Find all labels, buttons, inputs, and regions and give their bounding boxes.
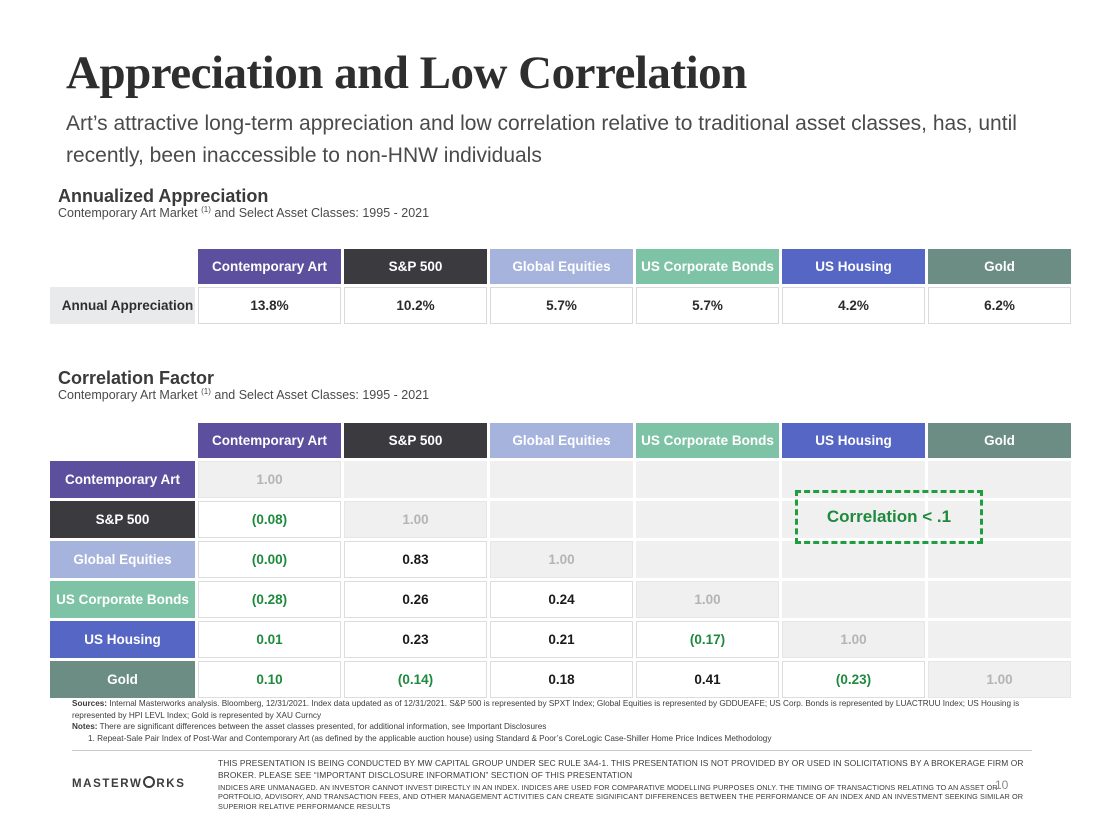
page-subtitle: Art’s attractive long-term appreciation and low correlation relative to traditional asset classes, has, until recently, been inaccessible to non-HNW individuals xyxy=(66,112,1017,167)
corr-header-us-housing: US Housing xyxy=(782,423,925,458)
corr-header-contemporary-art: Contemporary Art xyxy=(198,423,341,458)
corr-row-label-sp500: S&P 500 xyxy=(50,501,195,538)
corr-cell-us-housing-us-housing: 1.00 xyxy=(782,621,925,658)
appr-value-contemporary-art: 13.8% xyxy=(198,287,341,324)
corr-cell-gold-gold: 1.00 xyxy=(928,661,1071,698)
corr-row-label-global-equities: Global Equities xyxy=(50,541,195,578)
disclaimer-small: INDICES ARE UNMANAGED. AN INVESTOR CANNOT INVEST DIRECTLY IN AN INDEX. INDICES ARE USED FOR COMPARATIVE MODELLING PURPOSES ONLY. THE TIMING OF TRANSACTIONS RELATING TO AN ASSET OR PORTFOLIO, ADVISORY, AND TRANSACTION FEES, AND OTHER MANAGEMENT ACTIVITIES CAN CREATE SIGNIFICANT DIFFERENCES BETWEEN THE PERFORMANCE OF AN INDEX AND AN INVESTMENT SEEKING SIMILAR OR SUPERIOR RELATIVE PERFORMANCE RESULTS xyxy=(218,783,1024,811)
corr-cell-sp500-contemporary-art: (0.08) xyxy=(198,501,341,538)
page-title: Appreciation and Low Correlation xyxy=(66,47,747,99)
correlation-factor-table xyxy=(47,420,1074,701)
page-number: 10 xyxy=(995,778,1009,792)
table-header-row xyxy=(50,249,1071,284)
corr-cell-gold-us-corporate-bonds: 0.41 xyxy=(636,661,779,698)
appr-header-gold: Gold xyxy=(928,249,1071,284)
table-row xyxy=(50,581,1071,618)
corr-cell-us-corporate-bonds-us-housing xyxy=(782,581,925,618)
corr-cell-gold-global-equities: 0.18 xyxy=(490,661,633,698)
footnote-notes xyxy=(72,721,1032,733)
corr-cell-contemporary-art-us-corporate-bonds xyxy=(636,461,779,498)
corr-header-global-equities: Global Equities xyxy=(490,423,633,458)
corr-cell-contemporary-art-sp500 xyxy=(344,461,487,498)
corr-cell-global-equities-us-housing xyxy=(782,541,925,578)
corr-cell-gold-sp500: (0.14) xyxy=(344,661,487,698)
table-header-row xyxy=(50,423,1071,458)
correlation-footnote-marker: (1) xyxy=(201,387,211,396)
header-corner xyxy=(50,423,195,458)
appr-header-sp500: S&P 500 xyxy=(344,249,487,284)
corr-cell-global-equities-global-equities: 1.00 xyxy=(490,541,633,578)
footnote-item-1: 1. Repeat-Sale Pair Index of Post-War and Contemporary Art (as defined by the applicable auction house) using Standard & Poor’s CoreLogic Case-Shiller Home Price Indices Methodology xyxy=(88,733,772,743)
corr-cell-us-corporate-bonds-sp500: 0.26 xyxy=(344,581,487,618)
header-corner xyxy=(50,249,195,284)
corr-row-label-us-housing: US Housing xyxy=(50,621,195,658)
appreciation-heading: Annualized Appreciation xyxy=(58,186,269,206)
logo-text-right: RKS xyxy=(156,778,186,790)
corr-cell-sp500-sp500: 1.00 xyxy=(344,501,487,538)
footnotes xyxy=(72,698,1032,744)
correlation-callout: Correlation < .1 xyxy=(795,490,983,544)
appr-header-global-equities: Global Equities xyxy=(490,249,633,284)
disclaimer-main: THIS PRESENTATION IS BEING CONDUCTED BY MW CAPITAL GROUP UNDER SEC RULE 3A4-1. THIS PRESENTATION IS NOT PROVIDED BY OR USED IN SOLICITATIONS BY A BROKERAGE FIRM OR BROKER. PLEASE SEE “IMPORTANT DISCLOSURE INFORMATION” SECTION OF THIS PRESENTATION xyxy=(218,758,1024,780)
correlation-subheading-pre: Contemporary Art Market xyxy=(58,388,202,403)
appreciation-footnote-marker: (1) xyxy=(201,205,211,214)
corr-cell-gold-contemporary-art: 0.10 xyxy=(198,661,341,698)
appreciation-subheading-post: and Select Asset Classes: 1995 - 2021 xyxy=(210,206,430,221)
corr-cell-sp500-us-corporate-bonds xyxy=(636,501,779,538)
corr-cell-global-equities-gold xyxy=(928,541,1071,578)
corr-header-gold: Gold xyxy=(928,423,1071,458)
annualized-appreciation-table xyxy=(47,246,1074,327)
logo-text-left: MASTERW xyxy=(72,778,143,790)
corr-row-label-gold: Gold xyxy=(50,661,195,698)
appr-value-sp500: 10.2% xyxy=(344,287,487,324)
corr-cell-us-housing-contemporary-art: 0.01 xyxy=(198,621,341,658)
corr-row-label-us-corporate-bonds: US Corporate Bonds xyxy=(50,581,195,618)
corr-cell-us-housing-sp500: 0.23 xyxy=(344,621,487,658)
corr-cell-contemporary-art-contemporary-art: 1.00 xyxy=(198,461,341,498)
corr-cell-global-equities-us-corporate-bonds xyxy=(636,541,779,578)
footer-divider xyxy=(72,750,1032,751)
footnote-sources-label: Sources: xyxy=(72,699,108,708)
corr-cell-us-housing-gold xyxy=(928,621,1071,658)
appr-row-label: Annual Appreciation xyxy=(50,287,195,324)
corr-cell-us-corporate-bonds-gold xyxy=(928,581,1071,618)
appr-value-global-equities: 5.7% xyxy=(490,287,633,324)
corr-cell-us-corporate-bonds-contemporary-art: (0.28) xyxy=(198,581,341,618)
correlation-heading: Correlation Factor xyxy=(58,368,215,388)
corr-cell-contemporary-art-global-equities xyxy=(490,461,633,498)
table-row xyxy=(50,287,1071,324)
table-row xyxy=(50,621,1071,658)
footnote-notes-label: Notes: xyxy=(72,722,98,731)
footnote-sources xyxy=(72,698,1032,721)
appr-value-us-corporate-bonds: 5.7% xyxy=(636,287,779,324)
masterworks-logo xyxy=(72,775,186,790)
corr-cell-us-corporate-bonds-us-corporate-bonds: 1.00 xyxy=(636,581,779,618)
appr-header-contemporary-art: Contemporary Art xyxy=(198,249,341,284)
appr-header-us-housing: US Housing xyxy=(782,249,925,284)
correlation-subheading-post: and Select Asset Classes: 1995 - 2021 xyxy=(210,388,430,403)
appreciation-subheading xyxy=(58,205,429,220)
corr-cell-us-housing-global-equities: 0.21 xyxy=(490,621,633,658)
appr-header-us-corporate-bonds: US Corporate Bonds xyxy=(636,249,779,284)
logo-ring-icon xyxy=(143,776,155,788)
corr-cell-global-equities-sp500: 0.83 xyxy=(344,541,487,578)
corr-cell-gold-us-housing: (0.23) xyxy=(782,661,925,698)
appr-value-gold: 6.2% xyxy=(928,287,1071,324)
corr-row-label-contemporary-art: Contemporary Art xyxy=(50,461,195,498)
corr-cell-global-equities-contemporary-art: (0.00) xyxy=(198,541,341,578)
footnote-notes-text: There are significant differences between the asset classes presented, for additional information, see Important Disclosures xyxy=(97,722,547,731)
corr-header-sp500: S&P 500 xyxy=(344,423,487,458)
corr-cell-sp500-global-equities xyxy=(490,501,633,538)
appreciation-subheading-pre: Contemporary Art Market xyxy=(58,206,202,221)
corr-cell-us-corporate-bonds-global-equities: 0.24 xyxy=(490,581,633,618)
correlation-subheading xyxy=(58,387,429,402)
disclaimer xyxy=(218,758,1036,811)
table-row xyxy=(50,661,1071,698)
corr-header-us-corporate-bonds: US Corporate Bonds xyxy=(636,423,779,458)
footnote-sources-text: Internal Masterworks analysis. Bloomberg, 12/31/2021. Index data updated as of 12/31/2021. S&P 500 is represented by SPXT Index; Global Equities is represented by GDDUEAFE; US Corp. Bonds is represented by LUACTRUU Index; US Housing is represented by HPI LEVL Index; Gold is represented by XAU Curncy xyxy=(72,699,1020,720)
corr-cell-us-housing-us-corporate-bonds: (0.17) xyxy=(636,621,779,658)
table-row xyxy=(50,541,1071,578)
appr-value-us-housing: 4.2% xyxy=(782,287,925,324)
